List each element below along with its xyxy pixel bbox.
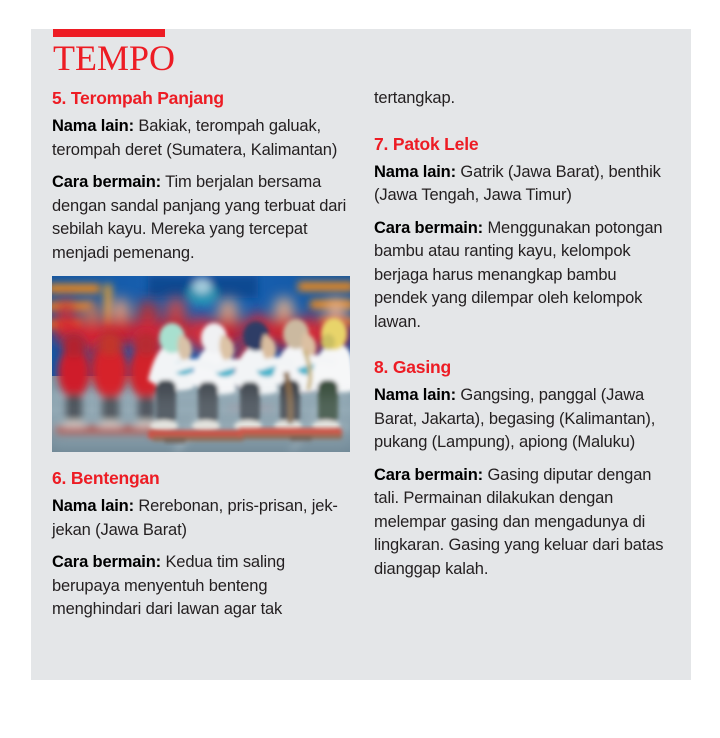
terompah-cara-bermain-value: Tim berjalan bersama dengan sandal panjang yang terbuat dari sebilah kayu. Mereka yang tercepat menjadi pemenang. <box>52 173 347 262</box>
gasing-nama-lain-value: Gangsing, panggal (Jawa Barat, Jakarta), begasing (Kalimantan), pukang (Lampung), apiong (Maluku) <box>374 386 656 451</box>
bentengan-nama-lain <box>52 495 350 542</box>
bentengan-cara-bermain-value: Kedua tim saling berupaya menyentuh benteng menghindari dari lawan agar tak <box>52 553 286 618</box>
patok-lele-cara-bermain-value: Menggunakan potongan bambu atau ranting kayu, kelompok berjaga harus menangkap bambu pendek yang dilempar oleh kelompok lawan. <box>374 218 663 331</box>
photo-artwork <box>52 276 350 452</box>
terompah-panjang-photo <box>52 276 350 452</box>
nama-lain-label: Nama lain: <box>52 497 134 515</box>
terompah-nama-lain <box>52 115 350 162</box>
logo-rule <box>53 29 165 37</box>
right-column <box>374 87 672 590</box>
left-column <box>52 87 350 631</box>
cara-bermain-label: Cara bermain: <box>374 218 484 237</box>
patok-lele-nama-lain <box>374 161 672 208</box>
gasing-nama-lain <box>374 384 672 455</box>
terompah-nama-lain-value: Bakiak, terompah galuak, terompah deret (Sumatera, Kalimantan) <box>52 117 338 159</box>
heading-gasing: 8. Gasing <box>374 357 451 377</box>
terompah-cara-bermain <box>52 171 350 265</box>
heading-bentengan: 6. Bentengan <box>52 468 160 488</box>
heading-patok-lele: 7. Patok Lele <box>374 133 479 154</box>
content-card <box>31 29 691 680</box>
nama-lain-label: Nama lain: <box>52 117 134 135</box>
cara-bermain-label: Cara bermain: <box>52 173 162 191</box>
bentengan-cara-bermain <box>52 551 350 622</box>
patok-lele-nama-lain-value: Gatrik (Jawa Barat), benthik (Jawa Tengah, Jawa Timur) <box>374 162 661 204</box>
tempo-logo <box>53 29 253 76</box>
heading-terompah-panjang: 5. Terompah Panjang <box>52 88 224 108</box>
bentengan-nama-lain-value: Rerebonan, pris-prisan, jek-jekan (Jawa Barat) <box>52 497 338 539</box>
gasing-cara-bermain <box>374 464 672 582</box>
gasing-cara-bermain-value: Gasing diputar dengan tali. Permainan dilakukan dengan melempar gasing dan mengadunya di lingkaran. Gasing yang keluar dari batas dianggap kalah. <box>374 465 664 578</box>
cara-bermain-label: Cara bermain: <box>52 553 162 571</box>
bentengan-continued-text: tertangkap. <box>374 89 455 107</box>
nama-lain-label: Nama lain: <box>374 162 456 181</box>
patok-lele-cara-bermain <box>374 217 672 335</box>
logo-wordmark: TEMPO <box>53 38 176 78</box>
nama-lain-label: Nama lain: <box>374 386 456 404</box>
cara-bermain-label: Cara bermain: <box>374 465 484 484</box>
